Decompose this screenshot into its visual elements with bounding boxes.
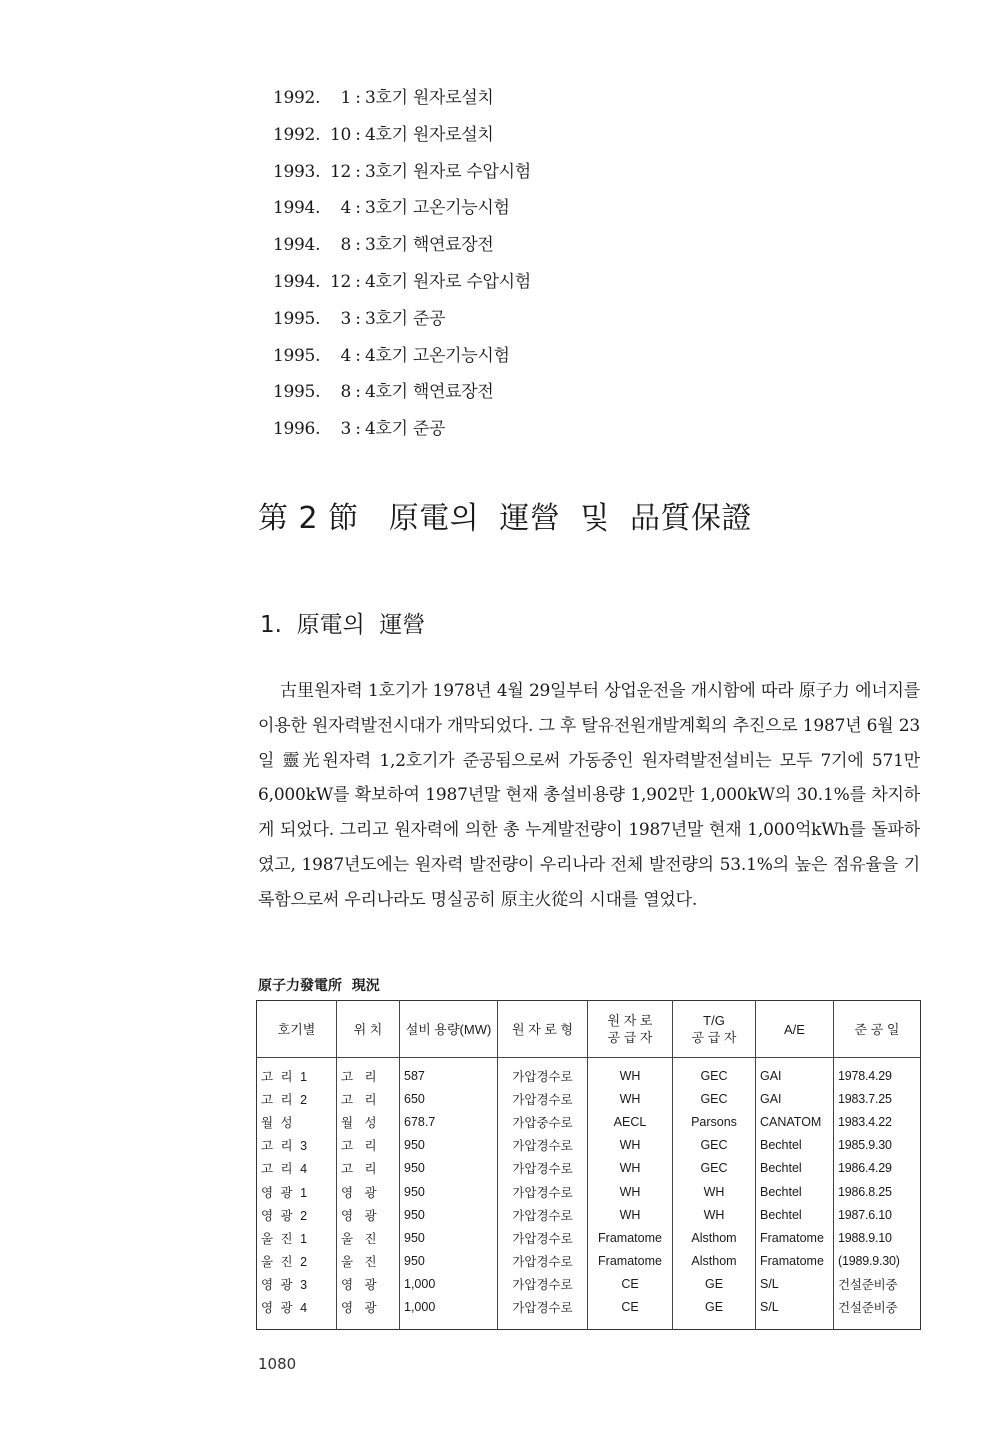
timeline-event: 3호기 준공 xyxy=(365,308,446,329)
timeline-month: 8 xyxy=(340,235,351,256)
cell-location: 고 리 xyxy=(337,1058,400,1088)
timeline-month: 8 xyxy=(340,382,351,403)
cell-unit: 월 성 xyxy=(261,1115,295,1130)
timeline-year: 1996. xyxy=(273,419,321,440)
cell-ae: Framatome xyxy=(756,1250,834,1273)
table-header-row xyxy=(257,1001,921,1058)
cell-capacity: 950 xyxy=(400,1250,498,1273)
cell-reactor-type: 가압경수로 xyxy=(498,1226,588,1249)
timeline-year: 1994. xyxy=(273,271,321,292)
timeline-month: 3 xyxy=(340,308,351,329)
cell-tg-supplier: WH xyxy=(673,1180,756,1203)
column-header xyxy=(337,1001,400,1058)
column-header xyxy=(498,1001,588,1058)
body-paragraph xyxy=(258,674,920,918)
cell-location: 울 진 xyxy=(337,1226,400,1249)
timeline-separator: : xyxy=(355,308,361,329)
cell-location: 고 리 xyxy=(337,1134,400,1157)
section-title: 第 2 節 原電의 運營 및 品質保證 xyxy=(258,501,752,536)
timeline-entry xyxy=(273,80,531,117)
table-row xyxy=(257,1203,921,1226)
cell-capacity: 678.7 xyxy=(400,1110,498,1133)
cell-unit: 고 리 1 xyxy=(261,1069,310,1084)
cell-completion-date: 1987.6.10 xyxy=(834,1203,921,1226)
timeline-year: 1995. xyxy=(273,382,321,403)
cell-unit: 영 광 1 xyxy=(261,1185,310,1200)
cell-capacity: 950 xyxy=(400,1180,498,1203)
timeline-separator: : xyxy=(355,271,361,292)
cell-capacity: 587 xyxy=(400,1058,498,1088)
cell-unit: 고 리 3 xyxy=(261,1139,310,1154)
timeline-month: 3 xyxy=(340,419,351,440)
cell-reactor-supplier: WH xyxy=(588,1087,673,1110)
column-header xyxy=(588,1001,673,1058)
cell-reactor-supplier: WH xyxy=(588,1157,673,1180)
cell-location: 고 리 xyxy=(337,1157,400,1180)
column-header xyxy=(400,1001,498,1058)
cell-unit: 울 진 2 xyxy=(261,1255,310,1270)
timeline-separator: : xyxy=(355,161,361,182)
timeline-event: 4호기 원자로설치 xyxy=(365,124,494,145)
timeline-month: 12 xyxy=(329,161,351,182)
column-header-line: 준 공 일 xyxy=(854,1021,900,1037)
cell-capacity: 950 xyxy=(400,1226,498,1249)
table-caption: 原子力發電所 現況 xyxy=(258,978,380,994)
cell-tg-supplier: WH xyxy=(673,1203,756,1226)
timeline-event: 4호기 원자로 수압시험 xyxy=(365,271,531,292)
cell-unit: 고 리 4 xyxy=(261,1162,310,1177)
timeline-entry xyxy=(273,117,531,154)
timeline-event: 3호기 원자로 수압시험 xyxy=(365,161,531,182)
cell-completion-date: 1985.9.30 xyxy=(834,1134,921,1157)
cell-unit: 영 광 4 xyxy=(261,1301,310,1316)
timeline-year: 1992. xyxy=(273,124,321,145)
cell-ae: S/L xyxy=(756,1273,834,1296)
table-row xyxy=(257,1296,921,1330)
table-row xyxy=(257,1110,921,1133)
cell-completion-date: 1986.8.25 xyxy=(834,1180,921,1203)
timeline-event: 4호기 준공 xyxy=(365,419,446,440)
table-row xyxy=(257,1180,921,1203)
cell-reactor-type: 가압경수로 xyxy=(498,1250,588,1273)
timeline-event: 4호기 핵연료장전 xyxy=(365,382,494,403)
cell-tg-supplier: GEC xyxy=(673,1157,756,1180)
cell-capacity: 950 xyxy=(400,1157,498,1180)
cell-completion-date: 1988.9.10 xyxy=(834,1226,921,1249)
timeline-separator: : xyxy=(355,345,361,366)
timeline-separator: : xyxy=(355,235,361,256)
cell-reactor-type: 가압경수로 xyxy=(498,1157,588,1180)
cell-reactor-type: 가압경수로 xyxy=(498,1203,588,1226)
cell-tg-supplier: GEC xyxy=(673,1087,756,1110)
cell-reactor-type: 가압경수로 xyxy=(498,1087,588,1110)
cell-reactor-type: 가압중수로 xyxy=(498,1110,588,1133)
cell-completion-date: 1986.4.29 xyxy=(834,1157,921,1180)
cell-tg-supplier: Alsthom xyxy=(673,1226,756,1249)
cell-ae: Bechtel xyxy=(756,1134,834,1157)
timeline-entry xyxy=(273,227,531,264)
column-header-line: 위 치 xyxy=(353,1021,383,1037)
cell-unit: 영 광 3 xyxy=(261,1278,310,1293)
timeline-separator: : xyxy=(355,419,361,440)
paragraph-text: 古里원자력 1호기가 1978년 4월 29일부터 상업운전을 개시함에 따라 原子力 에너지를 이용한 원자력발전시대가 개막되었다. 그 후 탈유전원개발계획의 추진으로 1987년 6월 23일 靈光원자력 1,2호기가 준공됨으로써 가동중인 원자력발전설비는 모두 7기에 571만6,000kW를 확보하여 1987년말 현재 총설비용량 1,902만 1,000kW의 30.1%를 차지하게 되었다. 그리고 원자력에 의한 총 누계발전량이 1987년말 현재 1,000억kWh를 돌파하였고, 1987년도에는 원자력 발전량이 우리나라 전체 발전량의 53.1%의 높은 점유율을 기록함으로써 우리나라도 명실공히 原主火從의 시대를 열었다. xyxy=(258,681,920,910)
table-row xyxy=(257,1250,921,1273)
cell-reactor-supplier: WH xyxy=(588,1134,673,1157)
cell-ae: Bechtel xyxy=(756,1180,834,1203)
cell-unit: 울 진 1 xyxy=(261,1231,310,1246)
cell-reactor-supplier: Framatome xyxy=(588,1250,673,1273)
cell-capacity: 1,000 xyxy=(400,1273,498,1296)
timeline-year: 1995. xyxy=(273,345,321,366)
timeline-event: 3호기 핵연료장전 xyxy=(365,235,494,256)
timeline-entry xyxy=(273,338,531,375)
cell-capacity: 1,000 xyxy=(400,1296,498,1330)
column-header-line: 원 자 로 형 xyxy=(511,1021,574,1037)
table-row xyxy=(257,1087,921,1110)
cell-reactor-type: 가압경수로 xyxy=(498,1180,588,1203)
cell-tg-supplier: GEC xyxy=(673,1134,756,1157)
table-row xyxy=(257,1226,921,1249)
cell-reactor-supplier: CE xyxy=(588,1296,673,1330)
cell-capacity: 950 xyxy=(400,1134,498,1157)
column-header xyxy=(834,1001,921,1058)
cell-tg-supplier: GE xyxy=(673,1296,756,1330)
column-header-line: 공 급 자 xyxy=(691,1030,737,1045)
cell-capacity: 950 xyxy=(400,1203,498,1226)
column-header-line: 공 급 자 xyxy=(607,1030,653,1045)
timeline-separator: : xyxy=(355,124,361,145)
cell-reactor-type: 가압경수로 xyxy=(498,1296,588,1330)
cell-location: 영 광 xyxy=(337,1203,400,1226)
page-number: 1080 xyxy=(258,1355,297,1373)
cell-location: 고 리 xyxy=(337,1087,400,1110)
timeline-event: 3호기 고온기능시험 xyxy=(365,198,510,219)
cell-location: 울 진 xyxy=(337,1250,400,1273)
timeline-year: 1994. xyxy=(273,235,321,256)
cell-ae: Bechtel xyxy=(756,1157,834,1180)
construction-timeline xyxy=(273,80,531,448)
cell-tg-supplier: GE xyxy=(673,1273,756,1296)
timeline-month: 12 xyxy=(329,271,351,292)
timeline-event: 4호기 고온기능시험 xyxy=(365,345,510,366)
cell-reactor-supplier: WH xyxy=(588,1203,673,1226)
timeline-separator: : xyxy=(355,88,361,108)
cell-ae: CANATOM xyxy=(756,1110,834,1133)
timeline-month: 1 xyxy=(340,88,351,108)
subsection-title: 1. 原電의 運營 xyxy=(260,612,426,638)
cell-tg-supplier: Parsons xyxy=(673,1110,756,1133)
nuclear-plants-table xyxy=(256,1000,921,1330)
column-header xyxy=(257,1001,337,1058)
timeline-entry xyxy=(273,190,531,227)
column-header-line: A/E xyxy=(784,1021,805,1037)
timeline-month: 4 xyxy=(340,345,351,366)
timeline-year: 1993. xyxy=(273,161,321,182)
column-header xyxy=(756,1001,834,1058)
column-header-line: T/G xyxy=(703,1013,725,1028)
cell-ae: S/L xyxy=(756,1296,834,1330)
cell-location: 영 광 xyxy=(337,1273,400,1296)
timeline-month: 4 xyxy=(340,198,351,219)
cell-capacity: 650 xyxy=(400,1087,498,1110)
column-header-line: 호기별 xyxy=(277,1021,316,1037)
table-row xyxy=(257,1058,921,1088)
cell-reactor-supplier: CE xyxy=(588,1273,673,1296)
timeline-event: 3호기 원자로설치 xyxy=(365,88,494,108)
column-header-line: 원 자 로 xyxy=(607,1013,653,1028)
column-header xyxy=(673,1001,756,1058)
cell-reactor-type: 가압경수로 xyxy=(498,1134,588,1157)
timeline-entry xyxy=(273,154,531,191)
timeline-entry xyxy=(273,264,531,301)
cell-tg-supplier: GEC xyxy=(673,1058,756,1088)
timeline-separator: : xyxy=(355,382,361,403)
timeline-separator: : xyxy=(355,198,361,219)
timeline-entry xyxy=(273,374,531,411)
timeline-entry xyxy=(273,301,531,338)
table-row xyxy=(257,1157,921,1180)
cell-ae: GAI xyxy=(756,1058,834,1088)
cell-location: 월 성 xyxy=(337,1110,400,1133)
cell-completion-date: (1989.9.30) xyxy=(834,1250,921,1273)
cell-completion-date: 1978.4.29 xyxy=(834,1058,921,1088)
cell-ae: Bechtel xyxy=(756,1203,834,1226)
cell-location: 영 광 xyxy=(337,1180,400,1203)
cell-reactor-supplier: WH xyxy=(588,1180,673,1203)
timeline-entry xyxy=(273,411,531,448)
cell-unit: 영 광 2 xyxy=(261,1208,310,1223)
cell-ae: GAI xyxy=(756,1087,834,1110)
cell-reactor-supplier: AECL xyxy=(588,1110,673,1133)
cell-reactor-supplier: Framatome xyxy=(588,1226,673,1249)
cell-reactor-supplier: WH xyxy=(588,1058,673,1088)
cell-tg-supplier: Alsthom xyxy=(673,1250,756,1273)
timeline-year: 1992. xyxy=(273,88,321,108)
cell-unit: 고 리 2 xyxy=(261,1092,310,1107)
cell-completion-date: 건설준비중 xyxy=(834,1296,921,1330)
cell-reactor-type: 가압경수로 xyxy=(498,1273,588,1296)
table-row xyxy=(257,1134,921,1157)
column-header-line: 설비 용량(MW) xyxy=(405,1021,492,1037)
cell-reactor-type: 가압경수로 xyxy=(498,1058,588,1088)
cell-ae: Framatome xyxy=(756,1226,834,1249)
cell-completion-date: 건설준비중 xyxy=(834,1273,921,1296)
cell-completion-date: 1983.7.25 xyxy=(834,1087,921,1110)
cell-completion-date: 1983.4.22 xyxy=(834,1110,921,1133)
timeline-year: 1994. xyxy=(273,198,321,219)
table-row xyxy=(257,1273,921,1296)
cell-location: 영 광 xyxy=(337,1296,400,1330)
timeline-year: 1995. xyxy=(273,308,321,329)
timeline-month: 10 xyxy=(329,124,351,145)
